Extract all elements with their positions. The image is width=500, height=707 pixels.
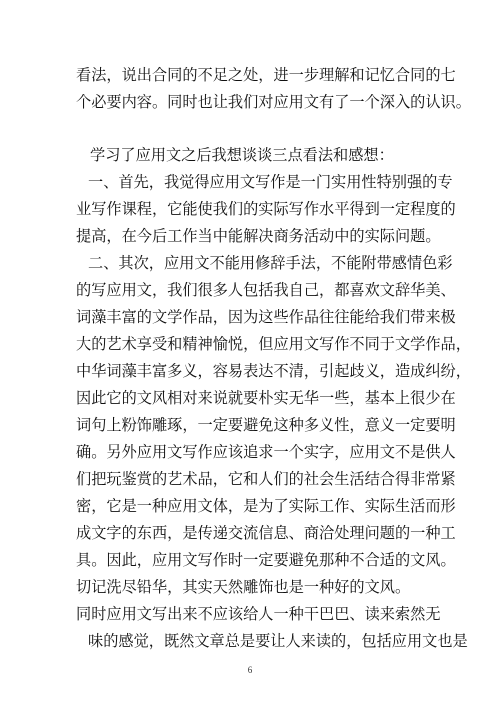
text-line: 切记洗尽铅华，其实天然雕饰也是一种好的文风。 bbox=[76, 578, 411, 596]
text-line: 词藻丰富的文学作品，因为这些作品往往能给我们带来极 bbox=[76, 308, 456, 326]
text-line: 中华词藻丰富多义，容易表达不清，引起歧义，造成纠纷， bbox=[76, 362, 471, 380]
text-line: 个必要内容。同时也让我们对应用文有了一个深入的认识。 bbox=[76, 93, 471, 111]
page-number: 6 bbox=[247, 665, 253, 675]
text-line: 成文字的东西，是传递交流信息、商洽处理问题的一种工 bbox=[76, 524, 456, 542]
text-line: 提高，在今后工作当中能解决商务活动中的实际问题。 bbox=[76, 227, 441, 245]
document-body bbox=[76, 62, 471, 682]
text-line: 味的感觉，既然文章总是要让人来读的，包括应用文也是 bbox=[88, 632, 468, 650]
text-line: 确。另外应用文写作应该追求一个实字，应用文不是供人 bbox=[76, 443, 456, 461]
text-line: 一、首先，我觉得应用文写作是一门实用性特别强的专 bbox=[88, 173, 453, 191]
text-line: 业写作课程，它能使我们的实际写作水平得到一定程度的 bbox=[76, 200, 456, 218]
text-line: 词句上粉饰雕琢，一定要避免这种多义性，意义一定要明 bbox=[76, 416, 456, 434]
text-line: 看法，说出合同的不足之处，进一步理解和记忆合同的七 bbox=[76, 66, 456, 84]
text-line: 的写应用文，我们很多人包括我自己，都喜欢文辞华美、 bbox=[76, 281, 456, 299]
text-line: 同时应用文写出来不应该给人一种干巴巴、读来索然无 bbox=[76, 605, 441, 623]
text-line: 学习了应用文之后我想谈谈三点看法和感想： bbox=[90, 146, 394, 164]
text-line: 密，它是一种应用文体，是为了实际工作、实际生活而形 bbox=[76, 497, 456, 515]
text-line: 具。因此，应用文写作时一定要避免那种不合适的文风。 bbox=[76, 551, 456, 569]
paragraph-gap bbox=[76, 116, 424, 142]
text-line: 二、其次，应用文不能用修辞手法，不能附带感情色彩 bbox=[88, 254, 453, 272]
text-line: 大的艺术享受和精神愉悦，但应用文写作不同于文学作品， bbox=[76, 335, 471, 353]
text-line: 因此它的文风相对来说就要朴实无华一些，基本上很少在 bbox=[76, 389, 456, 407]
text-line: 们把玩鉴赏的艺术品，它和人们的社会生活结合得非常紧 bbox=[76, 470, 456, 488]
